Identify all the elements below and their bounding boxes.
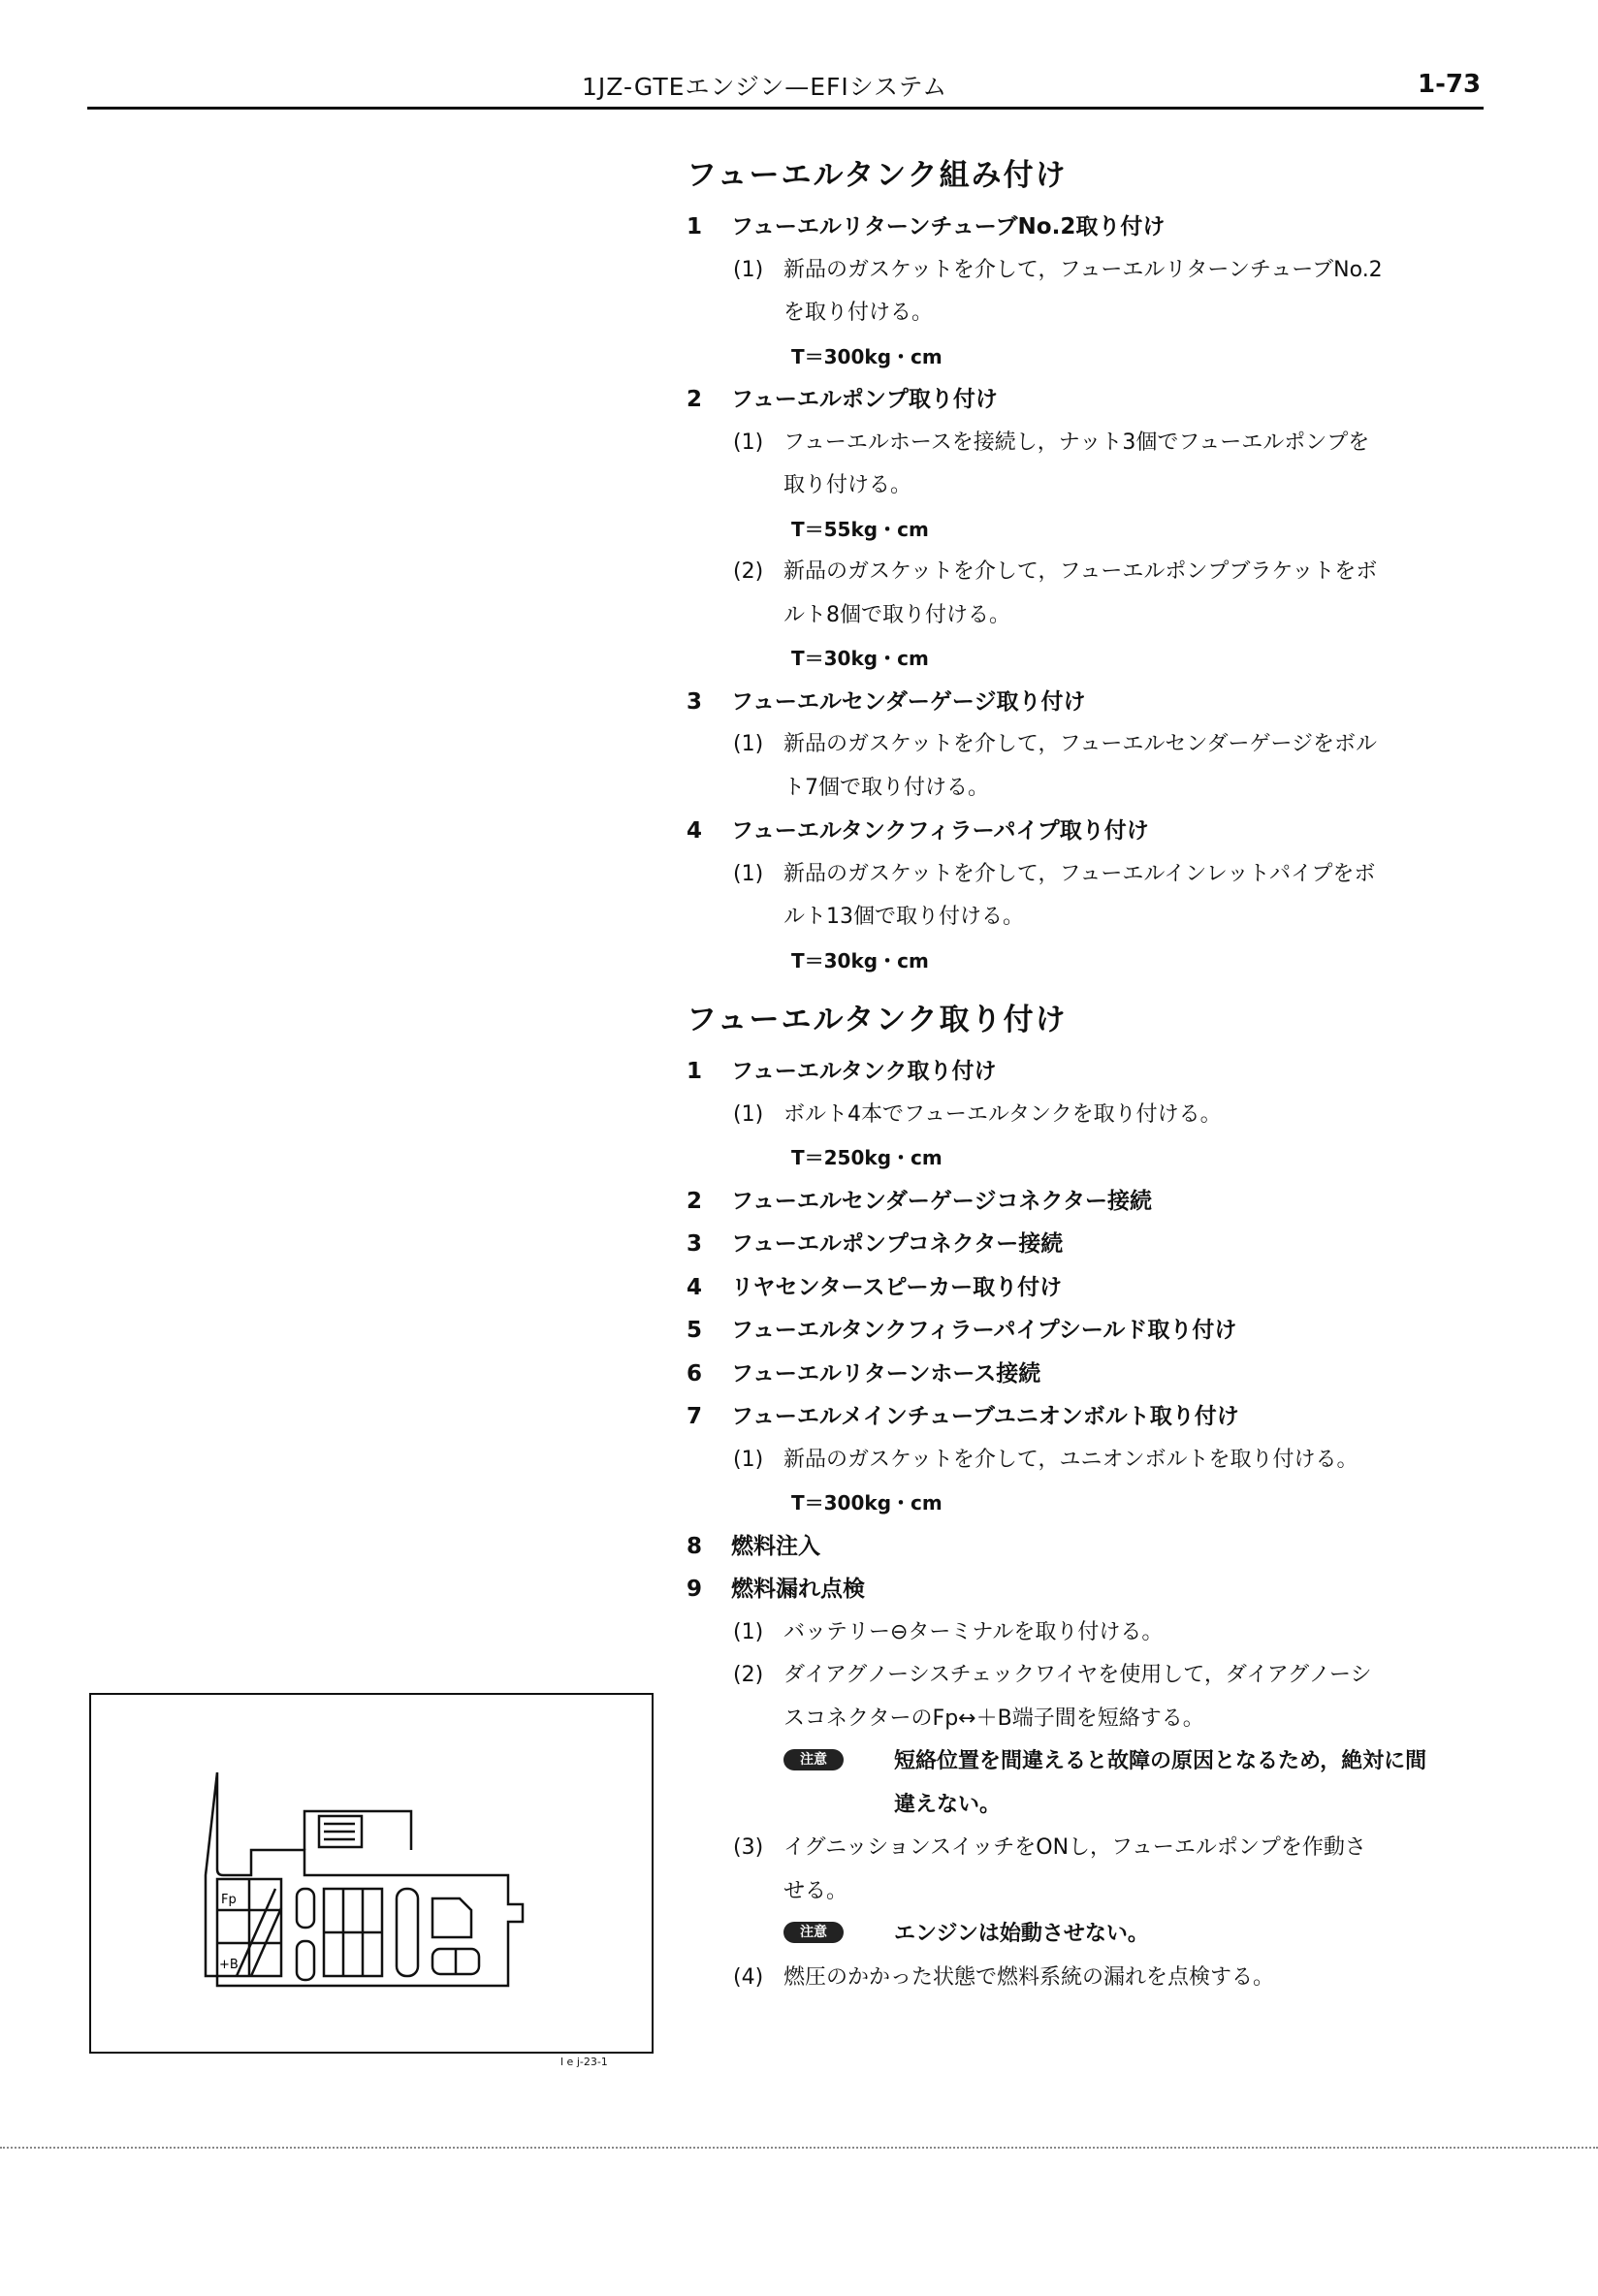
footer-rule bbox=[0, 2147, 1598, 2149]
step-3: 3 フューエルセンダーゲージ取り付け bbox=[687, 688, 1086, 715]
step-5-filler-shield: 5 フューエルタンクフィラーパイプシールド取り付け bbox=[687, 1318, 1237, 1343]
terminal-slot bbox=[397, 1889, 418, 1976]
substep: (2) ダイアグノーシスチェックワイヤを使用して，ダイアグノーシ bbox=[733, 1663, 1372, 1687]
connector-diagram bbox=[91, 1695, 652, 2052]
step-2: 2 フューエルポンプ取り付け bbox=[687, 387, 998, 412]
substep-continued: スコネクターのFp↔＋B端子間を短絡する。 bbox=[783, 1706, 1204, 1731]
substep-continued: ト7個で取り付ける。 bbox=[783, 775, 989, 800]
substep: (1) 新品のガスケットを介して，フューエルインレットパイプをボ bbox=[733, 861, 1376, 886]
diagnosis-connector-figure bbox=[89, 1693, 654, 2054]
caution-badge: 注意 bbox=[783, 1749, 844, 1770]
main-content bbox=[687, 145, 1482, 1999]
label-plus-b: +B bbox=[219, 1958, 239, 1972]
section-title-installation: フューエルタンク取り付け bbox=[687, 1003, 1068, 1037]
substep-continued: 取り付ける。 bbox=[783, 473, 912, 497]
page-number: 1-73 bbox=[1418, 70, 1482, 99]
step-8-refuel: 8 燃料注入 bbox=[687, 1533, 820, 1559]
substep: (1) ボルト4本でフューエルタンクを取り付ける。 bbox=[733, 1101, 1222, 1127]
step-3-pump-connector: 3 フューエルポンプコネクター接続 bbox=[687, 1231, 1064, 1257]
torque-spec: T＝55kg・cm bbox=[791, 517, 929, 541]
substep: (1) バッテリー⊖ターミナルを取り付ける。 bbox=[733, 1619, 1164, 1644]
caution-badge: 注意 bbox=[783, 1922, 844, 1943]
substep-continued: ルト8個で取り付ける。 bbox=[783, 602, 1010, 627]
substep: (1) 新品のガスケットを介して，ユニオンボルトを取り付ける。 bbox=[733, 1447, 1358, 1472]
substep: (1) 新品のガスケットを介して，フューエルリターンチューブNo.2 bbox=[733, 257, 1383, 282]
substep-continued: ルト13個で取り付ける。 bbox=[783, 905, 1024, 929]
substep: (4) 燃圧のかかった状態で燃料系統の漏れを点検する。 bbox=[733, 1964, 1275, 1990]
substep: (1) フューエルホースを接続し，ナット3個でフューエルポンプを bbox=[733, 430, 1370, 455]
header-rule bbox=[87, 107, 1484, 110]
terminal-slot bbox=[432, 1898, 471, 1937]
torque-spec: T＝30kg・cm bbox=[791, 647, 929, 670]
substep: (1) 新品のガスケットを介して，フューエルセンダーゲージをボル bbox=[733, 732, 1378, 756]
torque-spec: T＝250kg・cm bbox=[791, 1146, 943, 1169]
section-assembly-steps bbox=[687, 206, 1482, 982]
caution-note: 注意 エンジンは始動させない。 bbox=[687, 1913, 1482, 1957]
step-7-union-bolt: 7 フューエルメインチューブユニオンボルト取り付け bbox=[687, 1404, 1239, 1429]
terminal-slot bbox=[297, 1889, 314, 1928]
step-4-speaker: 4 リヤセンタースピーカー取り付け bbox=[687, 1274, 1063, 1300]
substep-continued: を取り付ける。 bbox=[783, 301, 934, 325]
step-2-sender-connector: 2 フューエルセンダーゲージコネクター接続 bbox=[687, 1188, 1153, 1214]
substep: (2) 新品のガスケットを介して，フューエルポンプブラケットをボ bbox=[733, 559, 1378, 584]
substep: (3) イグニッションスイッチをONし，フューエルポンプを作動さ bbox=[733, 1835, 1366, 1860]
figure-code: l e j-23-1 bbox=[560, 2056, 608, 2068]
torque-spec: T＝30kg・cm bbox=[791, 948, 929, 973]
label-fp: Fp bbox=[221, 1893, 237, 1907]
step-1-install-tank: 1 フューエルタンク取り付け bbox=[687, 1059, 997, 1084]
step-6-return-hose: 6 フューエルリターンホース接続 bbox=[687, 1360, 1041, 1387]
section-title-assembly: フューエルタンク組み付け bbox=[687, 158, 1068, 193]
caution-note: 注意 短絡位置を間違えると故障の原因となるため，絶対に間 bbox=[687, 1740, 1482, 1784]
torque-spec: T＝300kg・cm bbox=[791, 1491, 943, 1515]
caution-continued: 違えない。 bbox=[894, 1792, 1002, 1817]
terminal-slot bbox=[297, 1941, 314, 1980]
header-title: 1JZ-GTEエンジン—EFIシステム bbox=[582, 73, 948, 101]
torque-spec: T＝300kg・cm bbox=[791, 344, 943, 368]
substep-continued: せる。 bbox=[783, 1878, 848, 1903]
step-4: 4 フューエルタンクフィラーパイプ取り付け bbox=[687, 818, 1149, 844]
step-9-leak-check: 9 燃料漏れ点検 bbox=[687, 1577, 865, 1602]
step-1: 1 フューエルリターンチューブNo.2取り付け bbox=[687, 214, 1166, 239]
